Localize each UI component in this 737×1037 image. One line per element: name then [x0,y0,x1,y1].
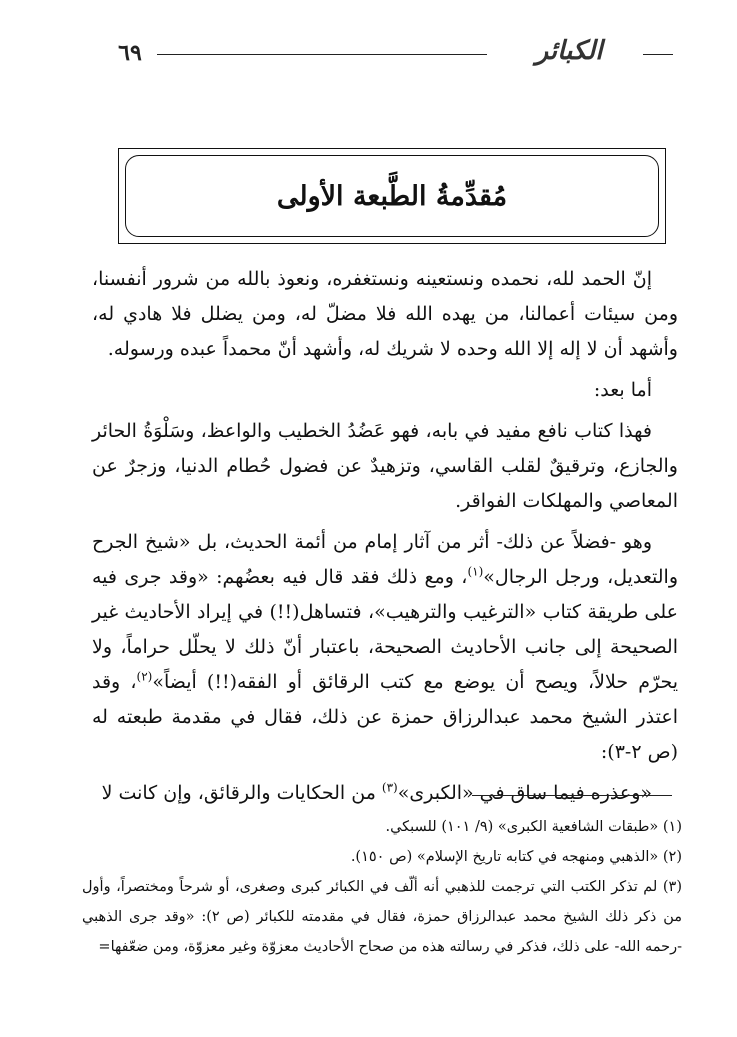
footnotes [82,812,682,962]
paragraph-text-segment: ، ومع ذلك فقد قال فيه بعضُهم: «وقد جرى فيه على طريقة كتاب «الترغيب والترهيب»، فتساهل(!!) في إيراد الأحاديث غير الصحيحة إلى جانب الأحاديث الصحيحة، باعتبار أنّ ذلك لا يحلّل حراماً، ولا يحرّم حلالاً، ويصح أن يوضع مع كتب الرقائق أو الفقه(!!) أيضاً» [92,566,679,693]
footnote-1: (١) «طبقات الشافعية الكبرى» (٩/ ١٠١) للسبكي. [385,819,682,835]
paragraph-quote [92,776,678,811]
chapter-title: مُقدِّمةُ الطَّبعة الأولى [276,180,508,212]
footnote-ref-1[interactable]: (١) [467,564,484,579]
main-text [92,262,678,817]
chapter-title-inner-frame [125,155,659,237]
footnote-2: (٢) «الذهبي ومنهجه في كتابه تاريخ الإسلام» (ص ١٥٠). [350,849,682,865]
running-title: الكبائر [535,36,603,66]
footnote-ref-2[interactable]: (٢) [136,669,153,684]
header-rule [157,54,487,55]
page-header [95,34,673,74]
paragraph-text-segment: «وعذره فيما ساق في «الكبرى» [397,782,652,804]
footnote-separator [472,795,672,796]
paragraph-author-note [92,525,678,770]
footnote-3: (٣) لم تذكر الكتب التي ترجمت للذهبي أنه ألّف في الكبائر كبرى وصغرى، أو شرحاً ومختصراً، وأول من ذكر ذلك الشيخ محمد عبدالرزاق حمزة، فقال في مقدمته للكبائر (ص ٢): «وقد جرى الذهبي -رحمه الله- على ذلك، فذكر في رسالته هذه من صحاح الأحاديث معزوّة وغير معزوّة، ومن ضعّفها= [82,879,683,955]
chapter-title-frame [118,148,666,244]
footnote-ref-3[interactable]: (٣) [381,780,398,795]
paragraph-text-segment: ، وقد اعتذر الشيخ محمد عبدالرزاق حمزة عن ذلك، فقال في مقدمة طبعته له (ص ٢-٣): [92,671,678,763]
paragraph-opening: إنّ الحمد لله، نحمده ونستعينه ونستغفره، ونعوذ بالله من شرور أنفسنا، ومن سيئات أعمالنا، من يهده الله فلا مضلّ له، ومن يضلل فلا هادي له، وأشهد أن لا إله إلا الله وحده لا شريك له، وأشهد أنّ محمداً عبده ورسوله. [92,268,678,360]
paragraph-amma-baad: أما بعد: [593,379,652,401]
page-number: ٦٩ [118,40,142,66]
paragraph-text-segment: وهو -فضلاً عن ذلك- أثر من آثار إمام من أئمة الحديث، بل «شيخ الجرح والتعديل، ورجل الرجال» [92,531,678,588]
paragraph-text-segment: من الحكايات والرقائق، وإن كانت لا [101,782,382,804]
paragraph-book-praise: فهذا كتاب نافع مفيد في بابه، فهو عَضُدُ الخطيب والواعظ، وسَلْوَةُ الحائر والجازع، وترقيقٌ لقلب القاسي، وتزهيدٌ عن فضول حُطام الدنيا، وزجرٌ عن المعاصي والمهلكات الفواقر. [92,420,678,512]
header-rule-right [643,54,673,55]
